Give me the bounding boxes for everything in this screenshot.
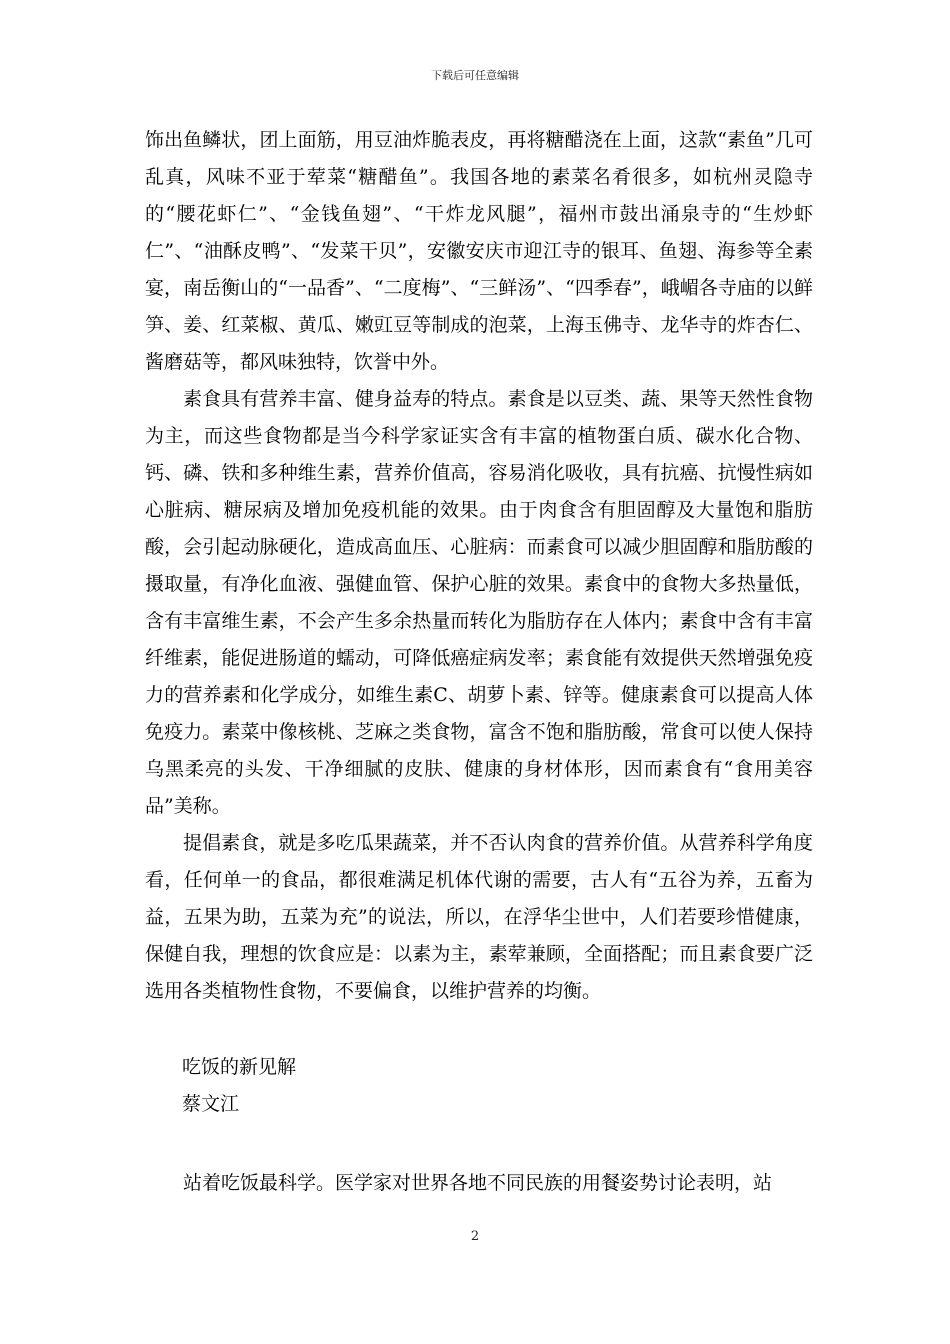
- page-header: 下载后可任意编辑: [431, 69, 519, 82]
- article-heading: [182, 1049, 296, 1123]
- article-first-line: 站着吃饭最科学。医学家对世界各地不同民族的用餐姿势讨论表明，站: [183, 1172, 773, 1194]
- page-number: 2: [470, 1229, 480, 1244]
- article-title: 吃饭的新见解: [182, 1056, 297, 1078]
- article-author: 蔡文江: [182, 1093, 240, 1115]
- paragraph-advocate-vegetarian: 提倡素食，就是多吃瓜果蔬菜，并不否认肉食的营养价值。从营养科学角度看，任何单一的食品，都很难满足机体代谢的需要，古人有“五谷为养，五畜为益，五果为助，五菜为充”的说法，所以，在浮华尘世中，人们若要珍惜健康，保健自我，理想的饮食应是：以素为主，素荤兼顾，全面搭配；而且素食要广泛选用各类植物性食物，不要偏食，以维护营养的均衡。: [145, 832, 813, 1002]
- paragraph-vegetarian-nutrition: 素食具有营养丰富、健身益寿的特点。素食是以豆类、蔬、果等天然性食物为主，而这些食物都是当今科学家证实含有丰富的植物蛋白质、碳水化合物、钙、磷、铁和多种维生素，营养价值高，容易消化吸收，具有抗癌、抗慢性病如心脏病、糖尿病及增加免疫机能的效果。由于肉食含有胆固醇及大量饱和脂肪酸，会引起动脉硬化，造成高血压、心脏病：而素食可以减少胆固醇和脂肪酸的摄取量，有净化血液、强健血管、保护心脏的效果。素食中的食物大多热量低，含有丰富维生素，不会产生多余热量而转化为脂肪存在人体内；素食中含有丰富纤维素，能促进肠道的蠕动，可降低癌症病发率；素食能有效提供天然增强免疫力的营养素和化学成分，如维生素C、胡萝卜素、锌等。健康素食可以提高人体免疫力。素菜中像核桃、芝麻之类食物，富含不饱和脂肪酸，常食可以使人保持乌黑柔亮的头发、干净细腻的皮肤、健康的身材体形，因而素食有“食用美容品”美称。: [145, 388, 813, 817]
- document-body: [145, 122, 813, 1010]
- paragraph-vegetarian-dishes: 饰出鱼鳞状，团上面筋，用豆油炸脆表皮，再将糖醋浇在上面，这款“素鱼”几可乱真，风味不亚于荤菜“糖醋鱼”。我国各地的素菜名肴很多，如杭州灵隐寺的“腰花虾仁”、“金钱鱼翅”、“干炸龙风腿”，福州市鼓出涌泉寺的“生炒虾仁”、“油酥皮鸭”、“发菜干贝”，安徽安庆市迎江寺的银耳、鱼翅、海参等全素宴，南岳衡山的“一品香”、“二度梅”、“三鲜汤”、“四季春”，峨嵋各寺庙的以鲜笋、姜、红菜椒、黄瓜、嫩豇豆等制成的泡菜，上海玉佛寺、龙华寺的炸杏仁、酱磨菇等，都风味独特，饮誉中外。: [145, 129, 813, 373]
